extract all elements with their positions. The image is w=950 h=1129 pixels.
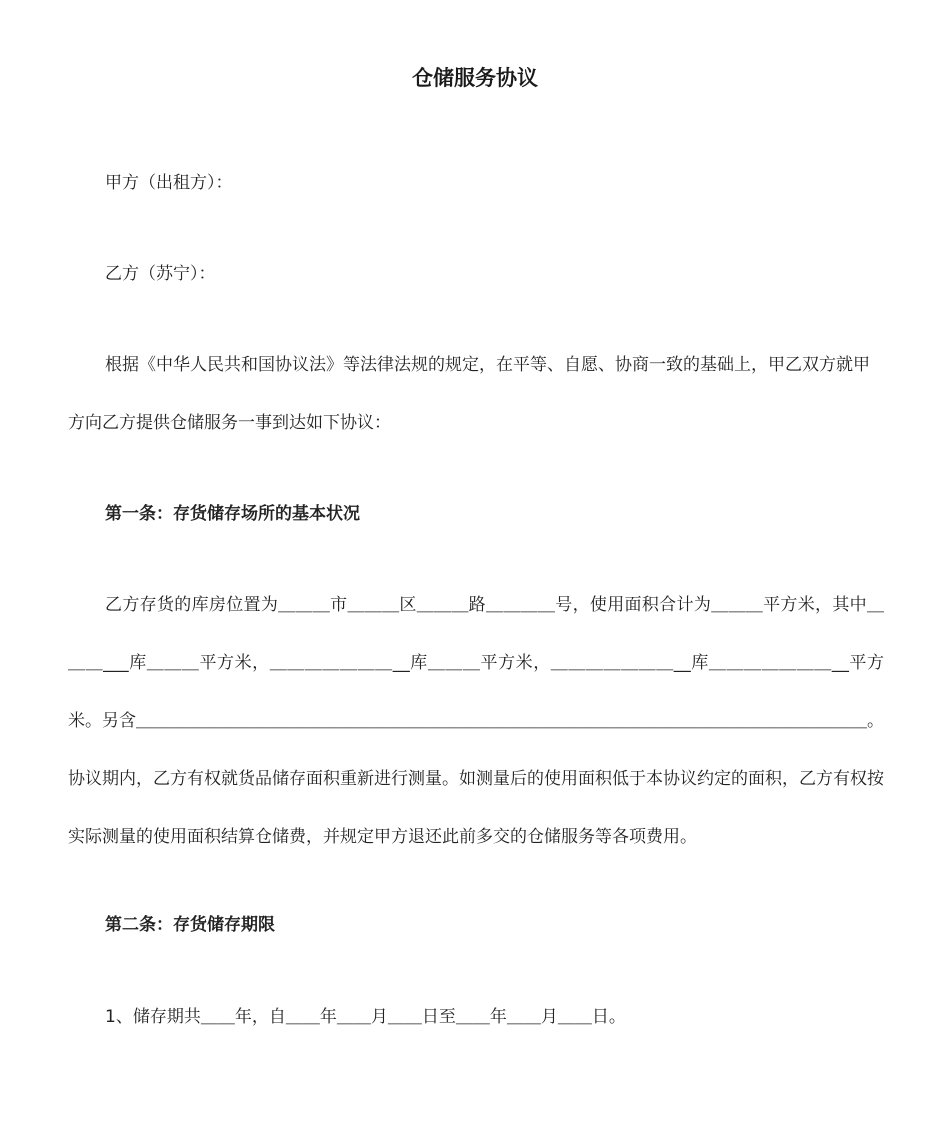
party-a-line: 甲方（出租方）：: [105, 173, 233, 193]
article-1-body: 乙方存货的库房位置为＿＿＿市＿＿＿区＿＿＿路＿＿＿＿号，使用面积合计为＿＿＿平方米，其中＿＿＿___库＿＿＿平方米，＿＿＿＿＿＿＿__库＿＿＿平方米，＿＿＿＿＿＿＿__库＿＿＿＿＿＿＿__平方米。另含＿＿＿＿＿＿＿＿＿＿＿＿＿＿＿＿＿＿＿＿＿＿＿＿＿＿＿＿＿＿＿＿＿＿＿＿＿＿＿＿＿＿＿。协议期内，乙方有权就货品储存面积重新进行测量。如测量后的使用面积低于本协议约定的面积，乙方有权按实际测量的使用面积结算仓储费，并规定甲方退还此前多交的仓储服务等各项费用。: [68, 595, 884, 847]
article-1-heading: 第一条：存货储存场所的基本状况: [105, 504, 360, 524]
party-b-line: 乙方（苏宁）：: [105, 264, 216, 284]
storage-term-item: 1、储存期共＿＿年，自＿＿年＿＿月＿＿日至＿＿年＿＿月＿＿日。: [105, 1007, 626, 1027]
article-2-heading: 第二条：存货储存期限: [105, 915, 275, 935]
intro-paragraph: 根据《中华人民共和国协议法》等法律法规的规定，在平等、自愿、协商一致的基础上，甲乙双方就甲方向乙方提供仓储服务一事到达如下协议：: [68, 355, 870, 433]
document-title: 仓储服务协议: [412, 66, 538, 90]
